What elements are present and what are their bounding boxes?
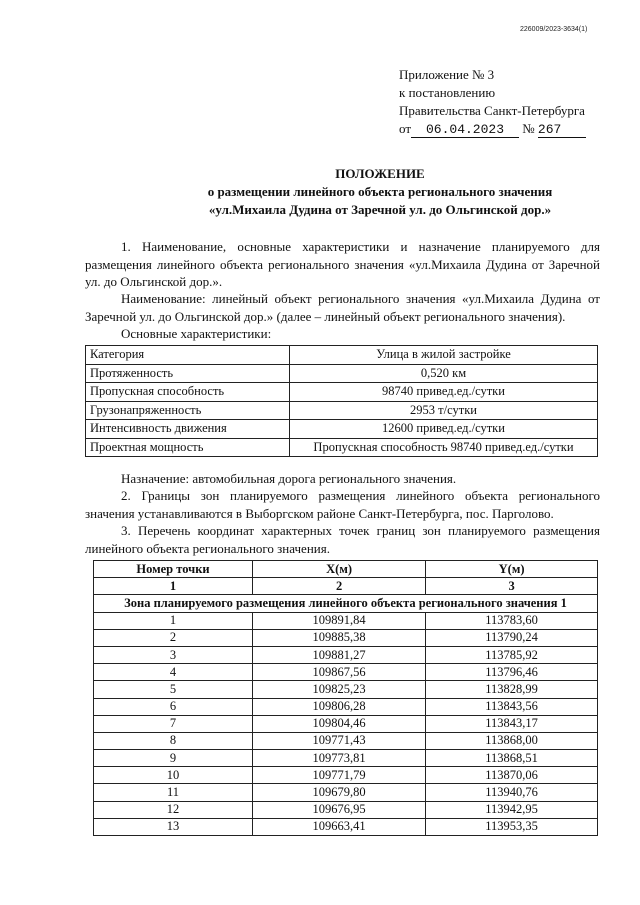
- document-title: [150, 165, 610, 219]
- column-number-row: [94, 578, 598, 595]
- appendix-block: [399, 66, 586, 138]
- y-coordinate: 113790,24: [426, 629, 598, 646]
- column-number: 1: [94, 578, 253, 595]
- table-row: [86, 364, 598, 383]
- appendix-line: Приложение № 3: [399, 67, 495, 82]
- table-row: [94, 750, 598, 767]
- table-row: [86, 383, 598, 402]
- point-number: 12: [94, 801, 253, 818]
- y-coordinate: 113796,46: [426, 664, 598, 681]
- x-coordinate: 109806,28: [253, 698, 426, 715]
- point-number: 7: [94, 715, 253, 732]
- characteristic-name: Категория: [86, 346, 290, 365]
- paragraph: 2. Границы зон планируемого размещения линейного объекта регионального значения устанавливаются в Выборгском районе Санкт-Петербурга, пос. Парголово.: [85, 488, 600, 521]
- x-coordinate: 109885,38: [253, 629, 426, 646]
- x-coordinate: 109663,41: [253, 818, 426, 835]
- characteristic-value: 12600 привед.ед./сутки: [290, 420, 598, 439]
- document-code: 226009/2023-3634(1): [520, 26, 588, 33]
- from-label: от: [399, 121, 412, 136]
- column-number: 2: [253, 578, 426, 595]
- appendix-line: к постановлению: [399, 85, 496, 100]
- column-header: Y(м): [426, 561, 598, 578]
- table-row: [94, 681, 598, 698]
- appendix-date-line: [399, 120, 586, 138]
- y-coordinate: 113868,00: [426, 732, 598, 749]
- y-coordinate: 113783,60: [426, 612, 598, 629]
- column-header: X(м): [253, 561, 426, 578]
- paragraph: 1. Наименование, основные характеристики и назначение планируемого для размещения линейного объекта регионального значения «ул.Михаила Дудина от Заречной ул. до Ольгинской дор.».: [85, 239, 600, 289]
- decree-date: 06.04.2023: [411, 123, 519, 138]
- title-line: о размещении линейного объекта регионального значения: [207, 184, 553, 199]
- table-row: [94, 646, 598, 663]
- title-line: «ул.Михаила Дудина от Заречной ул. до Ольгинской дор.»: [208, 202, 552, 217]
- table-header-row: [94, 561, 598, 578]
- table-row: [94, 715, 598, 732]
- point-number: 2: [94, 629, 253, 646]
- x-coordinate: 109771,79: [253, 767, 426, 784]
- zone-row: [94, 595, 598, 612]
- characteristic-name: Интенсивность движения: [86, 420, 290, 439]
- y-coordinate: 113942,95: [426, 801, 598, 818]
- characteristic-name: Пропускная способность: [86, 383, 290, 402]
- table-row: [94, 732, 598, 749]
- y-coordinate: 113953,35: [426, 818, 598, 835]
- x-coordinate: 109676,95: [253, 801, 426, 818]
- table-row: [94, 629, 598, 646]
- coordinates-table: [93, 560, 598, 836]
- table-row: [86, 346, 598, 365]
- table-row: [86, 420, 598, 439]
- point-number: 11: [94, 784, 253, 801]
- table-row: [94, 664, 598, 681]
- characteristic-value: Улица в жилой застройке: [290, 346, 598, 365]
- x-coordinate: 109867,56: [253, 664, 426, 681]
- appendix-line: Правительства Санкт-Петербурга: [399, 103, 585, 118]
- characteristic-name: Грузонапряженность: [86, 401, 290, 420]
- characteristic-value: 2953 т/сутки: [290, 401, 598, 420]
- point-number: 4: [94, 664, 253, 681]
- x-coordinate: 109773,81: [253, 750, 426, 767]
- table-row: [94, 698, 598, 715]
- y-coordinate: 113843,56: [426, 698, 598, 715]
- paragraph: Основные характеристики:: [121, 326, 272, 341]
- point-number: 8: [94, 732, 253, 749]
- table-row: [94, 818, 598, 835]
- zone-title: Зона планируемого размещения линейного объекта регионального значения 1: [94, 595, 598, 612]
- characteristic-value: 98740 привед.ед./сутки: [290, 383, 598, 402]
- x-coordinate: 109881,27: [253, 646, 426, 663]
- y-coordinate: 113940,76: [426, 784, 598, 801]
- characteristic-name: Проектная мощность: [86, 438, 290, 457]
- table-row: [94, 784, 598, 801]
- table-row: [94, 767, 598, 784]
- table-row: [94, 612, 598, 629]
- characteristic-name: Протяженность: [86, 364, 290, 383]
- table-row: [86, 438, 598, 457]
- y-coordinate: 113870,06: [426, 767, 598, 784]
- point-number: 5: [94, 681, 253, 698]
- y-coordinate: 113785,92: [426, 646, 598, 663]
- title-heading: ПОЛОЖЕНИЕ: [335, 166, 425, 181]
- x-coordinate: 109891,84: [253, 612, 426, 629]
- paragraph: Назначение: автомобильная дорога регионального значения.: [121, 471, 457, 486]
- point-number: 13: [94, 818, 253, 835]
- table-row: [94, 801, 598, 818]
- y-coordinate: 113828,99: [426, 681, 598, 698]
- characteristic-value: Пропускная способность 98740 привед.ед./сутки: [290, 438, 598, 457]
- x-coordinate: 109804,46: [253, 715, 426, 732]
- y-coordinate: 113868,51: [426, 750, 598, 767]
- point-number: 1: [94, 612, 253, 629]
- table-row: [86, 401, 598, 420]
- paragraph: 3. Перечень координат характерных точек границ зон планируемого размещения линейного объекта регионального значения.: [85, 523, 600, 556]
- point-number: 9: [94, 750, 253, 767]
- column-header: Номер точки: [94, 561, 253, 578]
- x-coordinate: 109679,80: [253, 784, 426, 801]
- point-number: 3: [94, 646, 253, 663]
- paragraph: Наименование: линейный объект регионального значения «ул.Михаила Дудина от Заречной ул. до Ольгинской дор.» (далее – линейный объект регионального значения).: [85, 291, 600, 324]
- y-coordinate: 113843,17: [426, 715, 598, 732]
- characteristics-table: [85, 345, 598, 457]
- x-coordinate: 109771,43: [253, 732, 426, 749]
- column-number: 3: [426, 578, 598, 595]
- number-label: №: [522, 121, 535, 136]
- decree-number: 267: [538, 123, 586, 138]
- point-number: 10: [94, 767, 253, 784]
- characteristic-value: 0,520 км: [290, 364, 598, 383]
- point-number: 6: [94, 698, 253, 715]
- x-coordinate: 109825,23: [253, 681, 426, 698]
